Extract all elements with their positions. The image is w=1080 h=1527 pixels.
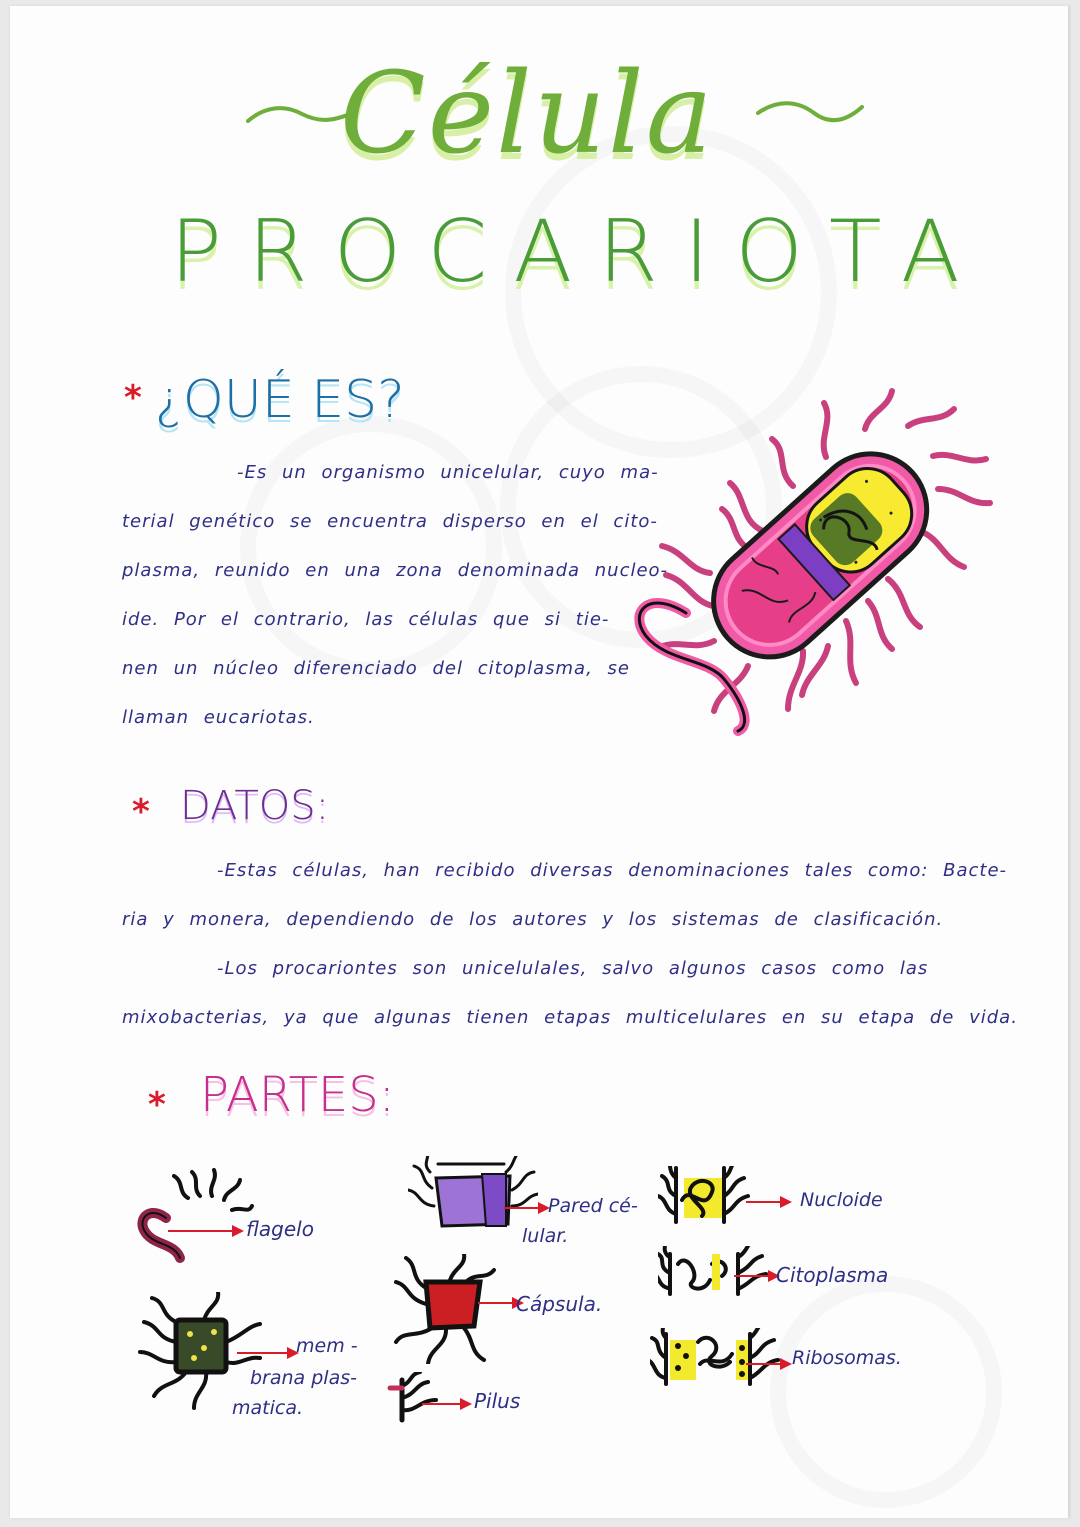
part-label-capsula: Cápsula. (516, 1292, 603, 1316)
part-label-pilus: Pilus (474, 1389, 521, 1413)
what-line-4: ide. Por el contrario, las células que si tie- (122, 609, 610, 630)
bacteria-illustration (618, 381, 1018, 771)
section-star-data: * (132, 792, 150, 832)
page-title-main: PROCARIOTA (170, 202, 986, 302)
data-line-4: mixobacterias, ya que algunas tienen etapas multicelulares en su etapa de vida. (122, 1007, 1018, 1028)
part-label-pared-1: Pared cé- (548, 1195, 638, 1217)
bleed-circle-bottom (770, 1276, 1002, 1508)
part-label-membrana-2: brana plas- (250, 1367, 357, 1389)
data-line-3: -Los procariontes son unicelulales, salvo algunos casos como las (217, 958, 929, 979)
section-star-parts: * (148, 1085, 166, 1125)
what-text-block (122, 448, 682, 742)
part-label-flagelo: flagelo (246, 1217, 314, 1241)
data-line-1: -Estas células, han recibido diversas denominaciones tales como: Bacte- (217, 860, 1008, 881)
what-line-3: plasma, reunido en una zona denominada nucleo- (122, 560, 669, 581)
flagellum-arrow-icon (166, 1218, 252, 1244)
nucleoid-arrow-icon (744, 1190, 800, 1214)
part-label-nucleoide: Nucloide (800, 1189, 883, 1211)
section-title-data: DATOS: (180, 783, 330, 829)
section-title-parts: PARTES: (200, 1067, 395, 1123)
notebook-page (10, 6, 1070, 1518)
title-right-wave-icon (750, 89, 870, 137)
part-label-membrana-1: mem - (296, 1335, 358, 1357)
what-line-2: terial genético se encuentra disperso en el cito- (122, 511, 658, 532)
section-title-what: ¿QUÉ ES? (155, 370, 405, 430)
part-label-pared-2: lular. (522, 1225, 569, 1247)
part-label-citoplasma: Citoplasma (776, 1263, 889, 1287)
part-label-ribosomas: Ribosomas. (792, 1347, 902, 1369)
what-line-5: nen un núcleo diferenciado del citoplasma, se (122, 658, 630, 679)
section-star-what: * (124, 378, 142, 418)
what-line-6: llaman eucariotas. (122, 707, 315, 728)
pilus-arrow-icon (420, 1392, 480, 1416)
part-label-membrana-3: matica. (232, 1397, 304, 1419)
what-line-1: -Es un organismo unicelular, cuyo ma- (237, 462, 659, 483)
page-title-script: Célula (340, 49, 715, 179)
data-text-block (122, 846, 1018, 1042)
flagellum-icon (126, 1154, 254, 1272)
data-line-2: ria y monera, dependiendo de los autores y los sistemas de clasificación. (122, 909, 944, 930)
